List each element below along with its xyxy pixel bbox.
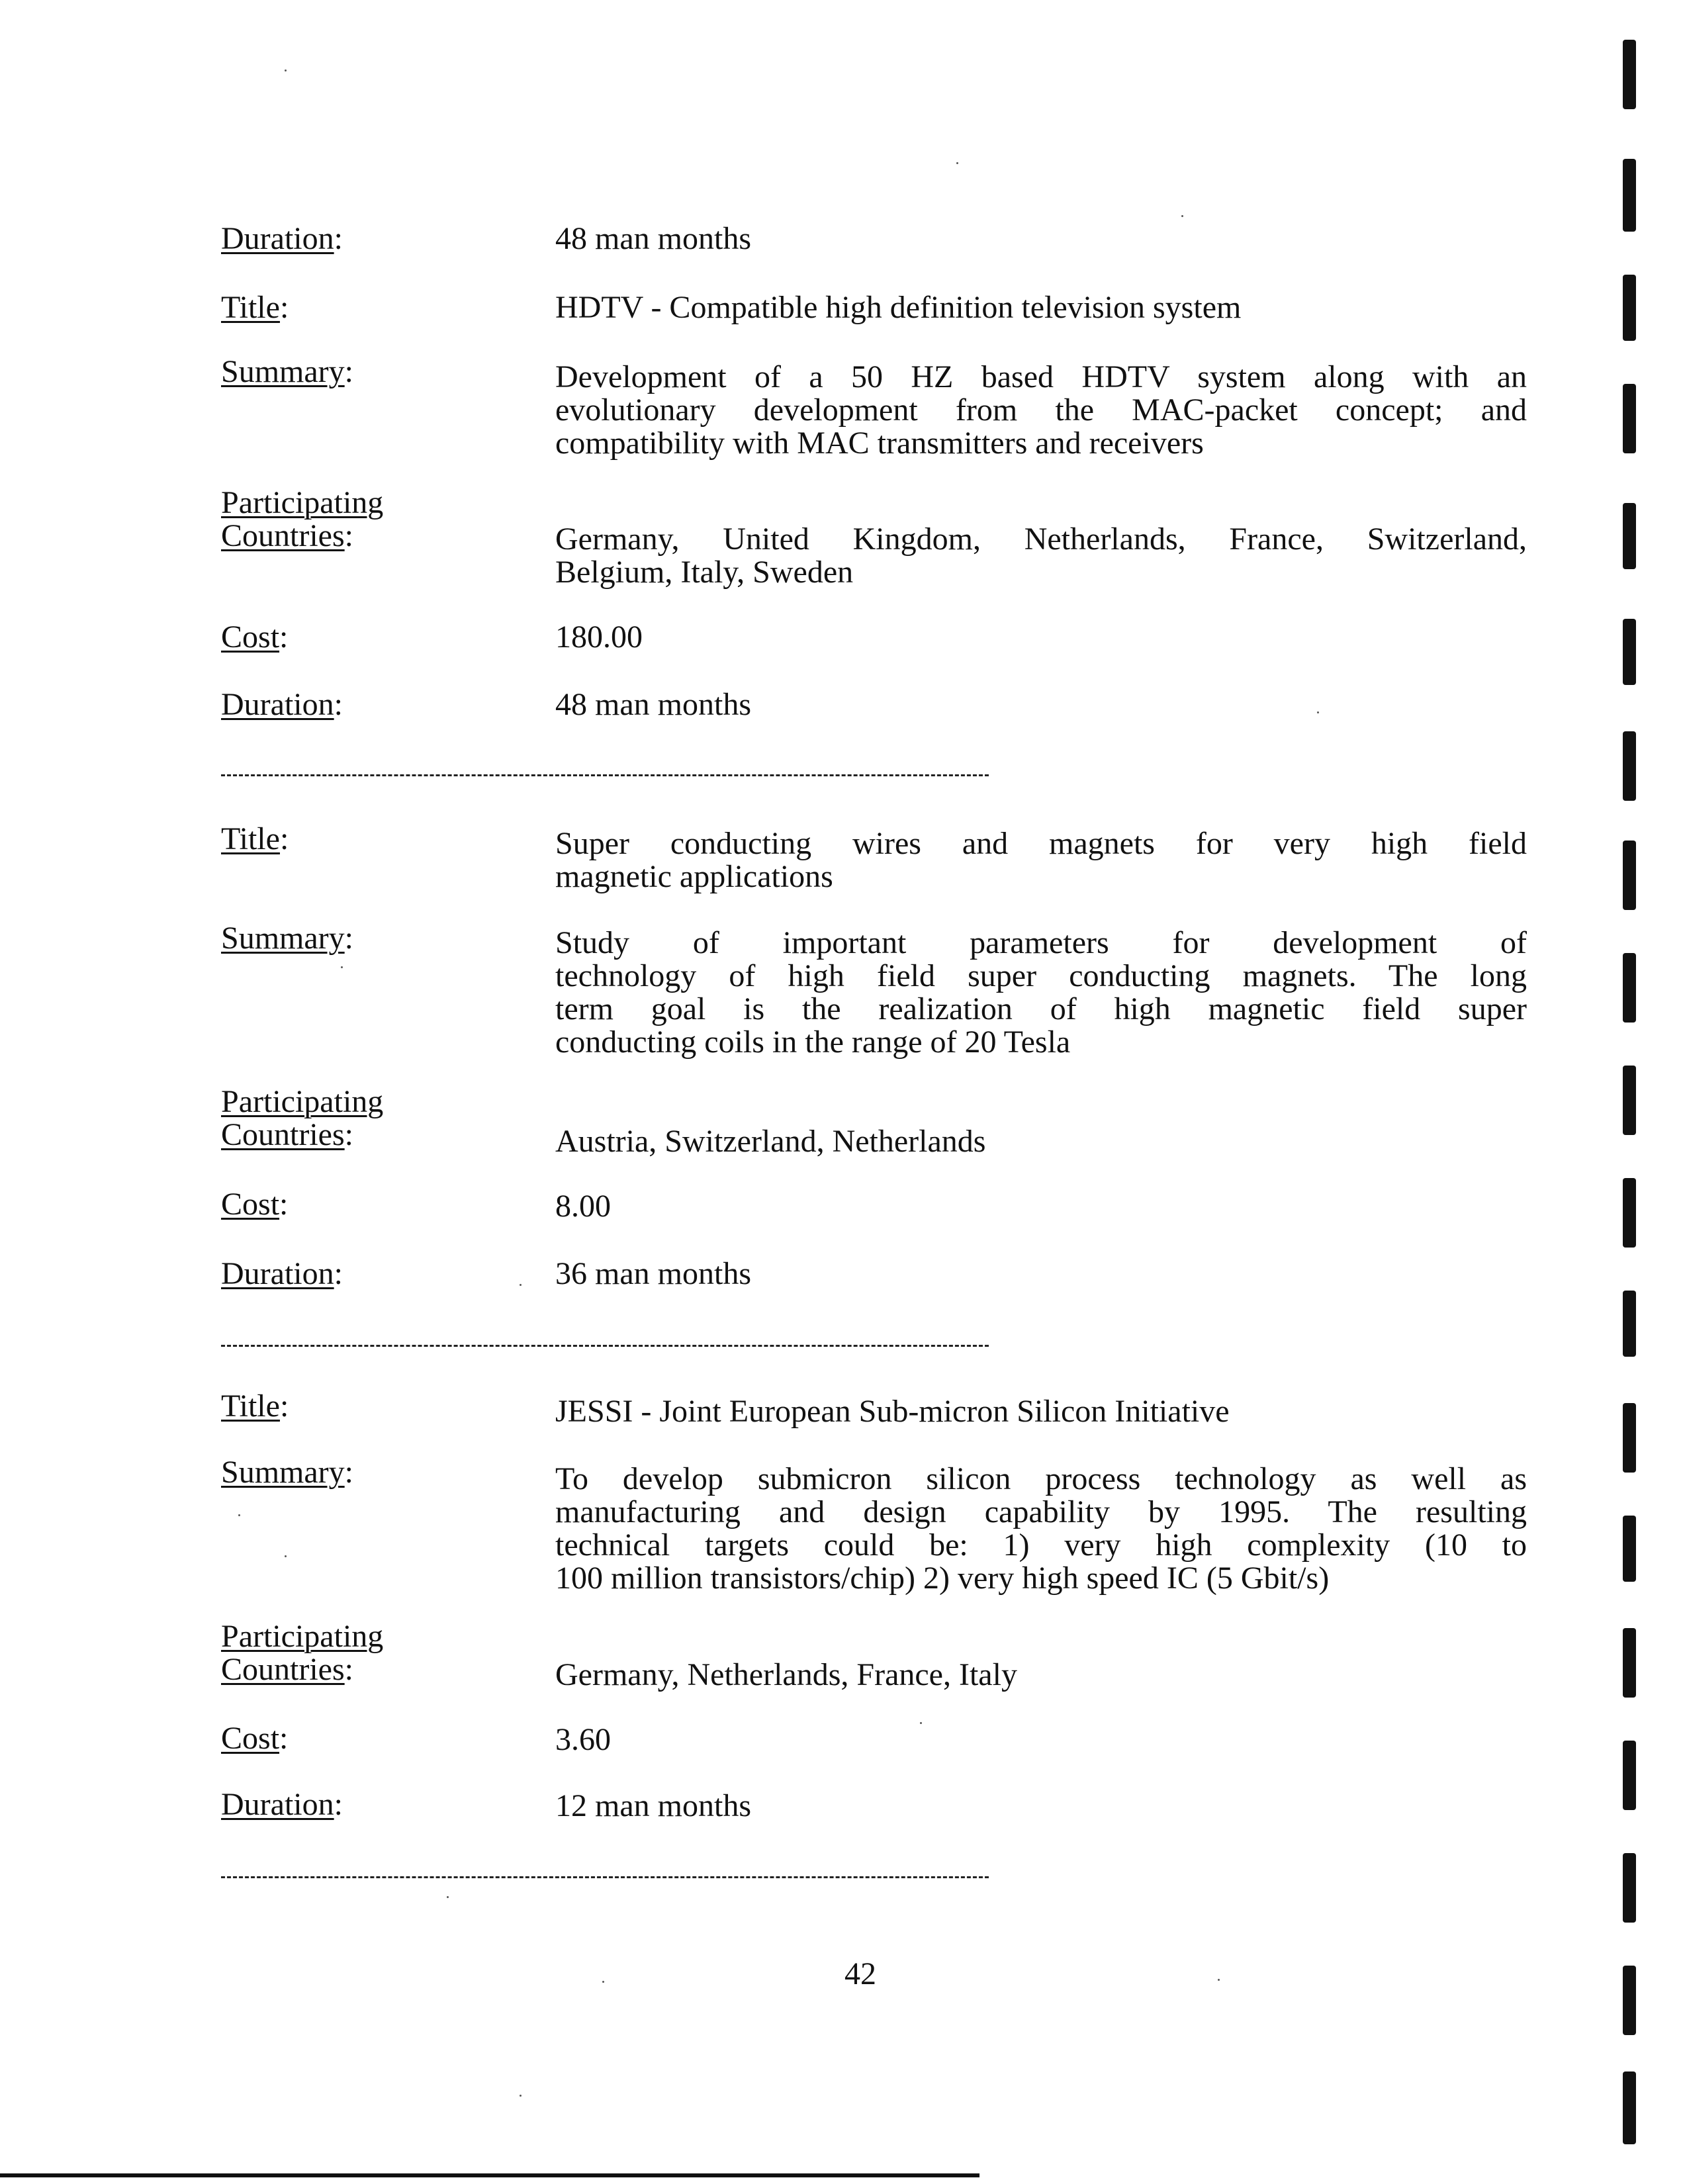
entry-separator — [221, 1876, 989, 1878]
entry-title — [555, 827, 1527, 893]
binding-mark — [1623, 953, 1636, 1023]
binding-mark — [1623, 1741, 1636, 1810]
countries-value: Austria, Switzerland, Netherlands — [555, 1124, 986, 1159]
entry-summary — [555, 1463, 1527, 1595]
scan-speck — [285, 69, 287, 71]
summary-label: Summary: — [221, 1455, 353, 1490]
binding-mark — [1623, 1291, 1636, 1357]
summary-line: evolutionary development from the MAC-packet concept; and — [555, 392, 1527, 428]
page-number: 42 — [844, 1956, 876, 1991]
scan-speck — [920, 1722, 922, 1724]
entry-separator — [221, 1345, 989, 1347]
scan-speck — [602, 1981, 604, 1983]
participating-label: Participating — [221, 1084, 384, 1119]
duration-label: Duration: — [221, 1256, 343, 1291]
title-label: Title: — [221, 1388, 289, 1424]
cost-label: Cost: — [221, 619, 289, 655]
entry-countries — [555, 523, 1527, 589]
countries-label: Countries: — [221, 518, 353, 553]
summary-line: compatibility with MAC transmitters and receivers — [555, 426, 1204, 461]
summary-line: technical targets could be: 1) very high complexity (10 to — [555, 1527, 1527, 1563]
countries-line: Germany, United Kingdom, Netherlands, France, Switzerland, — [555, 522, 1527, 557]
duration-label: Duration: — [221, 1787, 343, 1822]
countries-label: Countries: — [221, 1117, 353, 1152]
binding-mark — [1623, 2071, 1636, 2144]
binding-mark — [1623, 1178, 1636, 1248]
binding-mark — [1623, 384, 1636, 453]
countries-value: Germany, Netherlands, France, Italy — [555, 1657, 1017, 1692]
binding-mark — [1623, 619, 1636, 685]
cost-value: 8.00 — [555, 1189, 611, 1224]
binding-mark — [1623, 1066, 1636, 1135]
cost-value: 180.00 — [555, 619, 643, 655]
binding-mark — [1623, 841, 1636, 910]
scan-edge-line — [0, 2173, 979, 2177]
binding-mark — [1623, 1628, 1636, 1698]
title-line: magnetic applications — [555, 859, 833, 894]
summary-line: technology of high field super conducting magnets. The long — [555, 958, 1527, 993]
countries-label: Countries: — [221, 1652, 353, 1687]
cost-label: Cost: — [221, 1721, 289, 1756]
entry-title: JESSI - Joint European Sub-micron Silicon Initiative — [555, 1394, 1230, 1429]
duration-value: 12 man months — [555, 1788, 751, 1823]
entry-title: HDTV - Compatible high definition television system — [555, 290, 1242, 325]
entry-summary — [555, 927, 1527, 1059]
binding-mark — [1623, 159, 1636, 232]
binding-mark — [1623, 1403, 1636, 1473]
summary-line: term goal is the realization of high magnetic field super — [555, 991, 1527, 1026]
scan-speck — [956, 162, 958, 164]
summary-label: Summary: — [221, 354, 353, 389]
scan-speck — [447, 1896, 449, 1898]
summary-line: Development of a 50 HZ based HDTV system along with an — [555, 359, 1527, 394]
scan-speck — [1317, 711, 1319, 713]
duration-value: 36 man months — [555, 1256, 751, 1291]
scan-speck — [285, 1555, 287, 1557]
binding-mark — [1623, 40, 1636, 109]
scan-speck — [341, 966, 343, 968]
entry-separator — [221, 774, 989, 776]
duration-value: 48 man months — [555, 221, 751, 256]
scan-speck — [520, 2095, 522, 2097]
summary-line: To develop submicron silicon process technology as well as — [555, 1461, 1527, 1496]
title-line: Super conducting wires and magnets for very high field — [555, 826, 1527, 861]
entry-summary — [555, 361, 1527, 460]
summary-line: manufacturing and design capability by 1995. The resulting — [555, 1494, 1527, 1529]
cost-value: 3.60 — [555, 1722, 611, 1757]
countries-line: Belgium, Italy, Sweden — [555, 555, 854, 590]
title-label: Title: — [221, 821, 289, 856]
binding-mark — [1623, 731, 1636, 801]
summary-line: 100 million transistors/chip) 2) very high speed IC (5 Gbit/s) — [555, 1561, 1330, 1596]
duration-label: Duration: — [221, 221, 343, 256]
duration-label: Duration: — [221, 687, 343, 722]
participating-label: Participating — [221, 1619, 384, 1654]
participating-label: Participating — [221, 485, 384, 520]
cost-label: Cost: — [221, 1187, 289, 1222]
scan-speck — [1181, 215, 1183, 217]
binding-mark — [1623, 1853, 1636, 1923]
binding-mark — [1623, 503, 1636, 569]
scan-speck — [1218, 1979, 1220, 1981]
summary-line: Study of important parameters for development of — [555, 925, 1527, 960]
duration-value: 48 man months — [555, 687, 751, 722]
summary-label: Summary: — [221, 921, 353, 956]
scan-speck — [520, 1284, 522, 1286]
binding-mark — [1623, 1966, 1636, 2035]
scan-speck — [238, 1514, 240, 1516]
summary-line: conducting coils in the range of 20 Tesla — [555, 1024, 1071, 1060]
binding-mark — [1623, 1516, 1636, 1582]
binding-mark — [1623, 275, 1636, 341]
title-label: Title: — [221, 290, 289, 325]
